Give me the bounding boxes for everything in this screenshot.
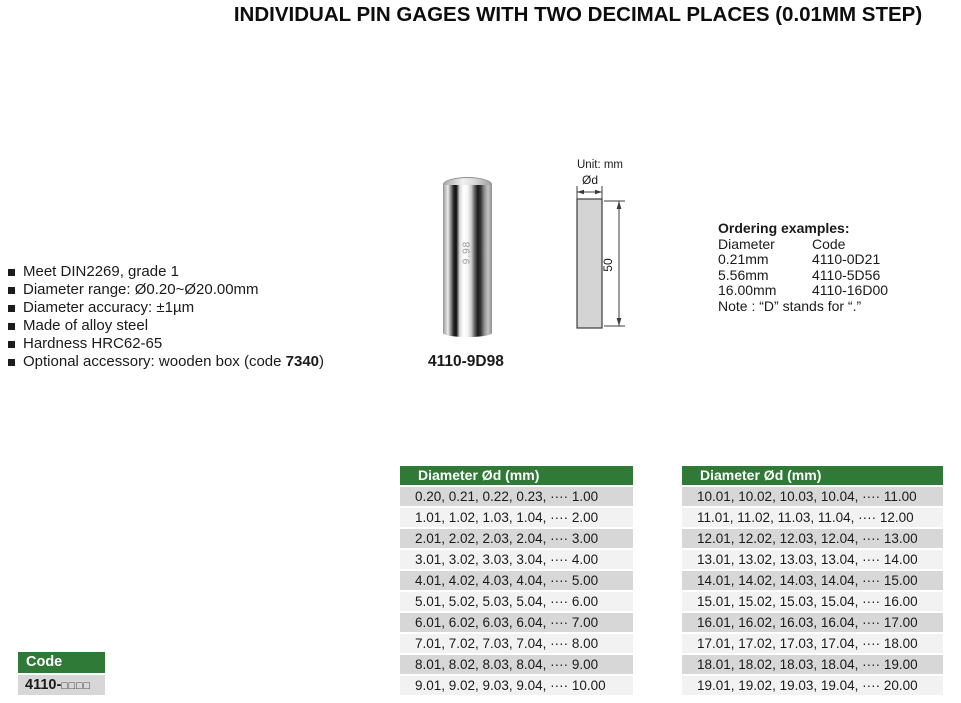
ordering-col-diameter: Diameter	[718, 235, 775, 252]
feature-text: Diameter accuracy: ±1µm	[23, 299, 195, 316]
code-prefix: 4110-	[25, 677, 62, 693]
diameter-table-1	[400, 466, 633, 697]
ordering-examples	[718, 221, 888, 314]
bullet-icon	[8, 359, 15, 366]
feature-text: Hardness HRC62-65	[23, 335, 163, 352]
code-placeholder-squares: □□□□	[61, 680, 91, 692]
ordering-diameter: 16.00mm	[718, 282, 777, 298]
unit-label: Unit: mm	[577, 159, 623, 171]
ordering-diameter: 0.21mm	[718, 251, 769, 267]
feature-text: Meet DIN2269, grade 1	[23, 263, 179, 280]
table-row: 13.01, 13.02, 13.03, 13.04, ···· 14.00	[682, 550, 943, 571]
ordering-col-code: Code	[812, 235, 846, 252]
ordering-code: 4110-16D00	[812, 282, 889, 298]
length-dim-label: 50	[601, 258, 615, 272]
bullet-icon	[8, 305, 15, 312]
table-row: 2.01, 2.02, 2.03, 2.04, ···· 3.00	[400, 529, 633, 550]
ordering-note: Note : “D” stands for “.”	[718, 297, 862, 314]
table-row: 15.01, 15.02, 15.03, 15.04, ···· 16.00	[682, 592, 943, 613]
feature-item	[8, 299, 324, 317]
feature-text: Optional accessory: wooden box (code	[23, 353, 286, 370]
table-row: 6.01, 6.02, 6.03, 6.04, ···· 7.00	[400, 613, 633, 634]
page-title: INDIVIDUAL PIN GAGES WITH TWO DECIMAL PLACES (0.01MM STEP)	[233, 3, 923, 26]
feature-item	[8, 317, 324, 335]
drawing-pin-rect	[577, 199, 602, 328]
table-row: 14.01, 14.02, 14.03, 14.04, ···· 15.00	[682, 571, 943, 592]
feature-text-suffix: )	[319, 353, 325, 370]
ordering-code: 4110-5D56	[812, 266, 881, 283]
feature-item	[8, 281, 324, 299]
feature-item	[8, 263, 324, 281]
feature-item	[8, 353, 324, 371]
table-header: Diameter Ød (mm)	[682, 466, 943, 487]
bullet-icon	[8, 269, 15, 276]
code-box-value	[18, 675, 105, 695]
ordering-code: 4110-0D21	[812, 251, 881, 267]
dim-arrow-right	[595, 190, 602, 195]
dim-arrow-down	[617, 318, 622, 326]
table-header: Diameter Ød (mm)	[400, 466, 633, 487]
pin-model-caption: 4110-9D98	[428, 353, 504, 370]
table-row: 19.01, 19.02, 19.03, 19.04, ···· 20.00	[682, 676, 943, 697]
ordering-column-headers	[718, 237, 888, 253]
bullet-icon	[8, 287, 15, 294]
table-row: 5.01, 5.02, 5.03, 5.04, ···· 6.00	[400, 592, 633, 613]
table-row: 11.01, 11.02, 11.03, 11.04, ···· 12.00	[682, 508, 943, 529]
diameter-dim-label: Ød	[581, 173, 599, 187]
code-box-header: Code	[18, 652, 105, 675]
feature-list	[8, 263, 324, 371]
table-row: 7.01, 7.02, 7.03, 7.04, ···· 8.00	[400, 634, 633, 655]
dimension-drawing	[560, 173, 640, 343]
ordering-diameter: 5.56mm	[718, 266, 769, 283]
feature-text: Diameter range: Ø0.20~Ø20.00mm	[23, 281, 259, 298]
feature-item	[8, 335, 324, 353]
table-row: 3.01, 3.02, 3.03, 3.04, ···· 4.00	[400, 550, 633, 571]
ordering-row	[718, 268, 888, 284]
table-row: 9.01, 9.02, 9.03, 9.04, ···· 10.00	[400, 676, 633, 697]
code-box	[18, 652, 105, 695]
table-row: 0.20, 0.21, 0.22, 0.23, ···· 1.00	[400, 487, 633, 508]
table-row: 17.01, 17.02, 17.03, 17.04, ···· 18.00	[682, 634, 943, 655]
pin-engraving-text: 9.98	[461, 240, 473, 265]
table-row: 4.01, 4.02, 4.03, 4.04, ···· 5.00	[400, 571, 633, 592]
bullet-icon	[8, 341, 15, 348]
ordering-row	[718, 252, 888, 268]
ordering-row	[718, 283, 888, 299]
dim-arrow-left	[577, 190, 584, 195]
table-row: 10.01, 10.02, 10.03, 10.04, ···· 11.00	[682, 487, 943, 508]
feature-text: Made of alloy steel	[23, 317, 149, 334]
diameter-table-2	[682, 466, 943, 697]
feature-text-bold: 7340	[285, 353, 320, 370]
dim-arrow-up	[617, 201, 622, 209]
table-row: 12.01, 12.02, 12.03, 12.04, ···· 13.00	[682, 529, 943, 550]
table-row: 18.01, 18.02, 18.03, 18.04, ···· 19.00	[682, 655, 943, 676]
table-row: 8.01, 8.02, 8.03, 8.04, ···· 9.00	[400, 655, 633, 676]
table-row: 1.01, 1.02, 1.03, 1.04, ···· 2.00	[400, 508, 633, 529]
table-row: 16.01, 16.02, 16.03, 16.04, ···· 17.00	[682, 613, 943, 634]
bullet-icon	[8, 323, 15, 330]
ordering-heading: Ordering examples:	[718, 220, 850, 236]
